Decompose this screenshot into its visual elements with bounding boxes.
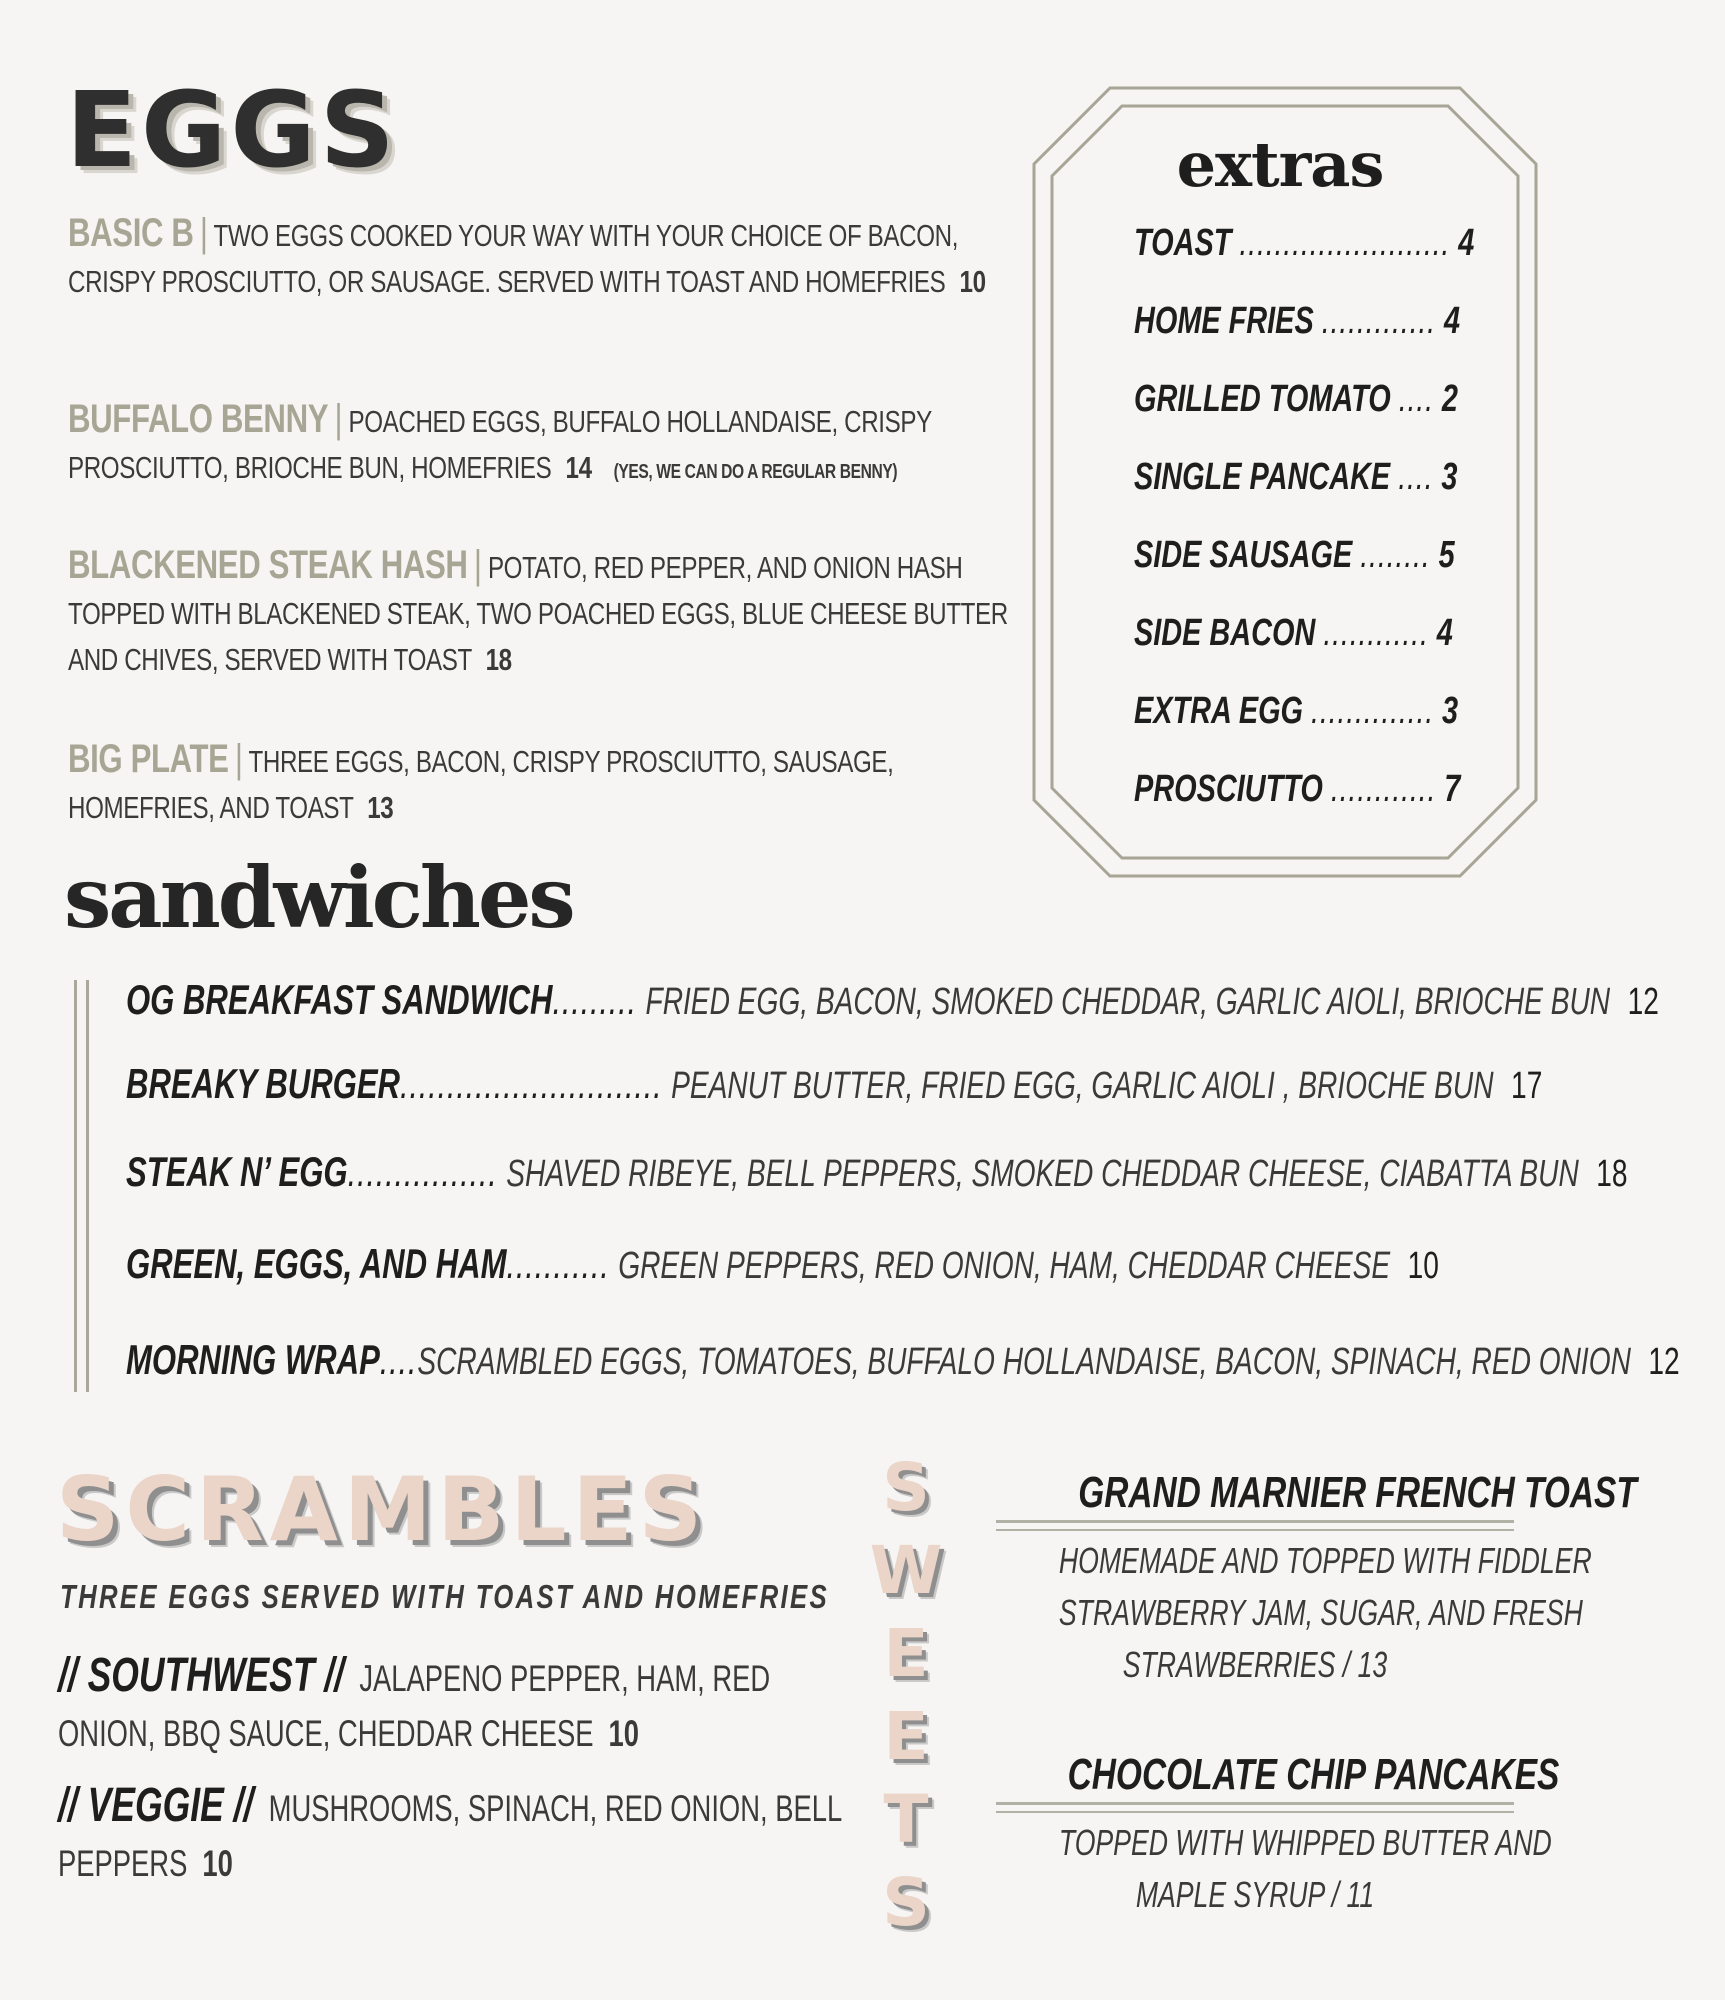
divider	[996, 1529, 1514, 1531]
item-description: MUSHROOMS, SPINACH, RED ONION, BELL PEPPERS	[58, 1788, 842, 1884]
item-description: PEANUT BUTTER, FRIED EGG, GARLIC AIOLI , BRIOCHE BUN	[671, 1065, 1494, 1107]
item-price: 17	[1511, 1065, 1543, 1107]
extras-item: HOME FRIES ............. 4	[1134, 300, 1461, 342]
item-price: 14	[565, 450, 592, 485]
item-description: TOPPED WITH WHIPPED BUTTER AND MAPLE SYRUP / 11	[1058, 1822, 1552, 1915]
item-price: 10	[959, 264, 986, 299]
sandwich-item: MORNING WRAP....SCRAMBLED EGGS, TOMATOES, BUFFALO HOLLANDAISE, BACON, SPINACH, RED ONION 12	[126, 1336, 1680, 1383]
menu-item-basic-b: BASIC B | TWO EGGS COOKED YOUR WAY WITH YOUR CHOICE OF BACON, CRISPY PROSCIUTTO, OR SAUSAGE. SERVED WITH TOAST AND HOMEFRIES 10	[68, 211, 986, 299]
item-name: STEAK N’ EGG	[126, 1148, 348, 1195]
item-price: 13	[367, 790, 394, 825]
menu-item-big-plate: BIG PLATE | THREE EGGS, BACON, CRISPY PROSCIUTTO, SAUSAGE, HOMEFRIES, AND TOAST 13	[68, 737, 894, 825]
item-price: 18	[1596, 1153, 1628, 1195]
item-description: GREEN PEPPERS, RED ONION, HAM, CHEDDAR CHEESE	[618, 1245, 1391, 1287]
sandwiches-section-title: sandwiches	[64, 848, 573, 947]
item-name: GRAND MARNIER FRENCH TOAST	[1078, 1468, 1637, 1517]
extras-item: TOAST ........................ 4	[1134, 222, 1475, 264]
item-name: MORNING WRAP	[126, 1336, 380, 1383]
item-name: BIG PLATE	[68, 737, 229, 781]
item-name: // VEGGIE //	[58, 1779, 254, 1832]
extras-item: SINGLE PANCAKE .... 3	[1134, 456, 1458, 498]
divider	[996, 1802, 1514, 1805]
item-name: BLACKENED STEAK HASH	[68, 543, 468, 587]
sweets-item-chocolate-chip-pancakes	[990, 1750, 1560, 1921]
sweets-item-french-toast	[990, 1468, 1637, 1691]
extras-list	[1134, 222, 1554, 846]
item-description: SHAVED RIBEYE, BELL PEPPERS, SMOKED CHEDDAR CHEESE, CIABATTA BUN	[506, 1153, 1579, 1195]
eggs-section-title: EGGS	[66, 69, 399, 191]
item-description: SCRAMBLED EGGS, TOMATOES, BUFFALO HOLLANDAISE, BACON, SPINACH, RED ONION	[417, 1341, 1631, 1383]
sandwiches-divider	[74, 980, 77, 1392]
item-name: OG BREAKFAST SANDWICH	[126, 976, 553, 1023]
item-name: GREEN, EGGS, AND HAM	[126, 1240, 507, 1287]
item-name: BUFFALO BENNY	[68, 397, 329, 441]
extras-item: EXTRA EGG .............. 3	[1134, 690, 1459, 732]
sweets-section-title: S W E E T S	[869, 1449, 943, 1941]
item-name: // SOUTHWEST //	[58, 1649, 345, 1702]
extras-item: GRILLED TOMATO .... 2	[1134, 378, 1458, 420]
menu-item-buffalo-benny: BUFFALO BENNY | POACHED EGGS, BUFFALO HOLLANDAISE, CRISPY PROSCIUTTO, BRIOCHE BUN, HOMEFRIES 14 (YES, WE CAN DO A REGULAR BENNY)	[68, 397, 932, 485]
sandwiches-divider	[86, 980, 89, 1392]
item-name: BASIC B	[68, 211, 194, 255]
item-description: POTATO, RED PEPPER, AND ONION HASH TOPPED WITH BLACKENED STEAK, TWO POACHED EGGS, BLUE CHEESE BUTTER AND CHIVES, SERVED WITH TOAST	[68, 550, 1008, 677]
item-description: TWO EGGS COOKED YOUR WAY WITH YOUR CHOICE OF BACON, CRISPY PROSCIUTTO, OR SAUSAGE. SERVED WITH TOAST AND HOMEFRIES	[68, 218, 959, 299]
divider	[996, 1520, 1514, 1523]
item-price: 10	[202, 1843, 233, 1884]
scrambles-section-title: SCRAMBLES	[56, 1458, 709, 1561]
sandwich-item: BREAKY BURGER............................ PEANUT BUTTER, FRIED EGG, GARLIC AIOLI , BRIOCHE BUN 17	[126, 1060, 1543, 1107]
item-name: CHOCOLATE CHIP PANCAKES	[1067, 1750, 1560, 1799]
menu-item-blackened-steak-hash: BLACKENED STEAK HASH | POTATO, RED PEPPER, AND ONION HASH TOPPED WITH BLACKENED STEAK, TWO POACHED EGGS, BLUE CHEESE BUTTER AND CHIVES, SERVED WITH TOAST 18	[68, 543, 1008, 677]
sandwich-item: OG BREAKFAST SANDWICH......... FRIED EGG, BACON, SMOKED CHEDDAR, GARLIC AIOLI, BRIOCHE BUN 12	[126, 976, 1659, 1023]
extras-item: PROSCIUTTO ............ 7	[1134, 768, 1461, 810]
item-name: BREAKY BURGER	[126, 1060, 401, 1107]
item-note: (YES, WE CAN DO A REGULAR BENNY)	[613, 461, 898, 483]
item-description: POACHED EGGS, BUFFALO HOLLANDAISE, CRISPY PROSCIUTTO, BRIOCHE BUN, HOMEFRIES	[68, 404, 932, 485]
sandwich-item: GREEN, EGGS, AND HAM........... GREEN PEPPERS, RED ONION, HAM, CHEDDAR CHEESE 10	[126, 1240, 1439, 1287]
item-description: FRIED EGG, BACON, SMOKED CHEDDAR, GARLIC AIOLI, BRIOCHE BUN	[645, 981, 1611, 1023]
item-price: 18	[485, 642, 512, 677]
item-description: JALAPENO PEPPER, HAM, RED ONION, BBQ SAUCE, CHEDDAR CHEESE	[58, 1658, 771, 1754]
item-price: 10	[1407, 1245, 1439, 1287]
extras-item: SIDE BACON ............ 4	[1134, 612, 1453, 654]
item-price: 10	[608, 1713, 639, 1754]
item-price: 12	[1627, 981, 1659, 1023]
item-description: HOMEMADE AND TOPPED WITH FIDDLER STRAWBERRY JAM, SUGAR, AND FRESH STRAWBERRIES / 13	[1058, 1540, 1592, 1685]
item-description: THREE EGGS, BACON, CRISPY PROSCIUTTO, SAUSAGE, HOMEFRIES, AND TOAST	[68, 744, 894, 825]
sandwich-item: STEAK N’ EGG................ SHAVED RIBEYE, BELL PEPPERS, SMOKED CHEDDAR CHEESE, CIABATTA BUN 18	[126, 1148, 1628, 1195]
extras-title: extras	[1176, 128, 1384, 201]
extras-item: SIDE SAUSAGE ........ 5	[1134, 534, 1455, 576]
item-price: 12	[1648, 1341, 1680, 1383]
divider	[996, 1811, 1514, 1813]
scrambles-subtitle: THREE EGGS SERVED WITH TOAST AND HOMEFRIES	[60, 1578, 830, 1615]
